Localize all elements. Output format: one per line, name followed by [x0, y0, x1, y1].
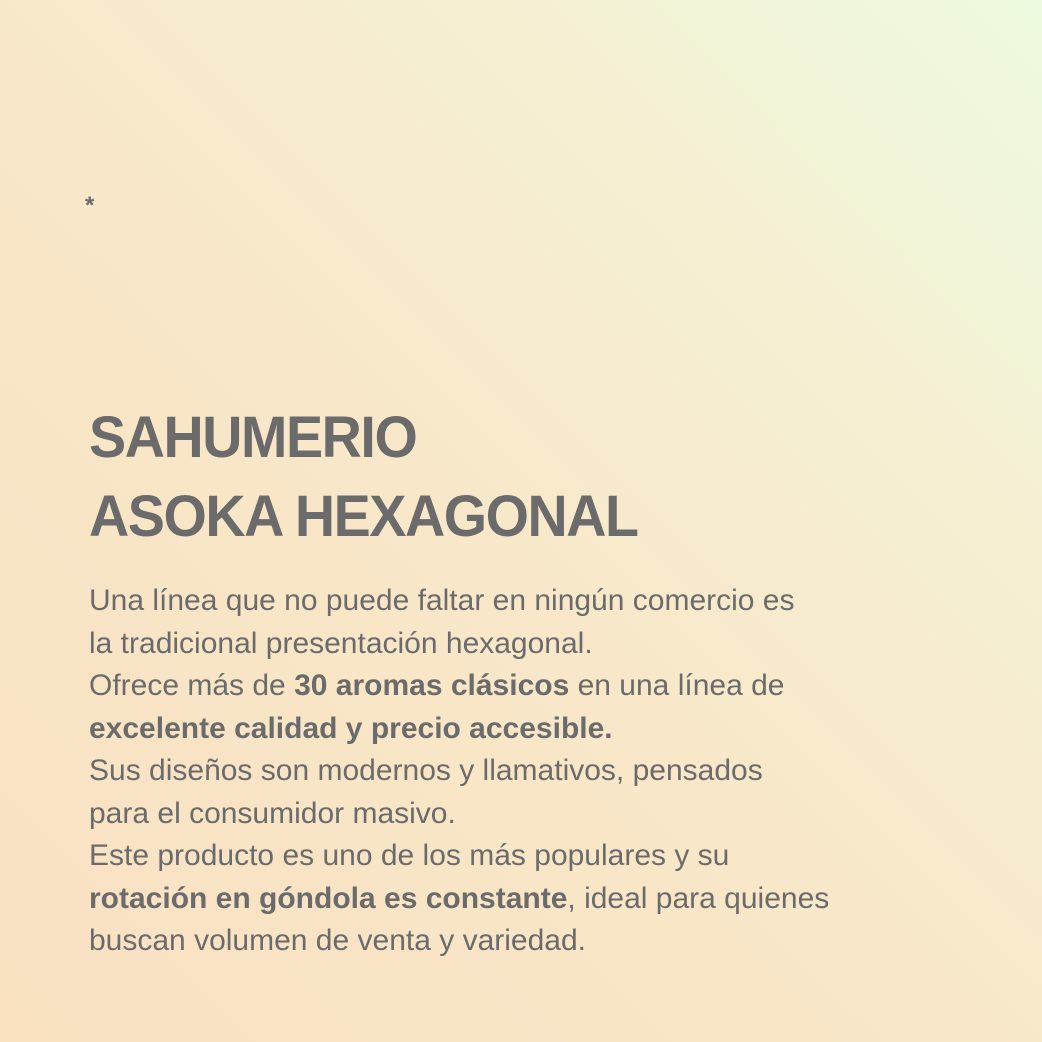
title-line-1: SAHUMERIO [89, 405, 417, 470]
product-description [89, 580, 989, 963]
highlight-rotation: rotación en góndola es constante [89, 881, 568, 915]
highlight-quality-price: excelente calidad y precio accesible. [89, 711, 613, 745]
description-text: Ofrece más de [89, 669, 295, 702]
description-line: Una línea que no puede faltar en ningún comercio es [89, 584, 795, 617]
highlight-aromas: 30 aromas clásicos [294, 669, 570, 702]
description-text: , ideal para quienes [567, 881, 830, 915]
description-line: la tradicional presentación hexagonal. [89, 626, 593, 660]
description-line: para el consumidor masivo. [89, 796, 456, 830]
description-line [89, 708, 989, 751]
asterisk-mark: * [85, 192, 95, 219]
description-line: Sus diseños son modernos y llamativos, pensados [89, 754, 763, 787]
description-line: Este producto es uno de los más populares y su [89, 839, 730, 872]
description-line [89, 878, 989, 921]
title-line-2: ASOKA HEXAGONAL [89, 484, 638, 549]
product-title [89, 398, 638, 556]
description-line: buscan volumen de venta y variedad. [89, 924, 586, 957]
description-text: en una línea de [569, 669, 785, 702]
description-line [89, 665, 989, 708]
